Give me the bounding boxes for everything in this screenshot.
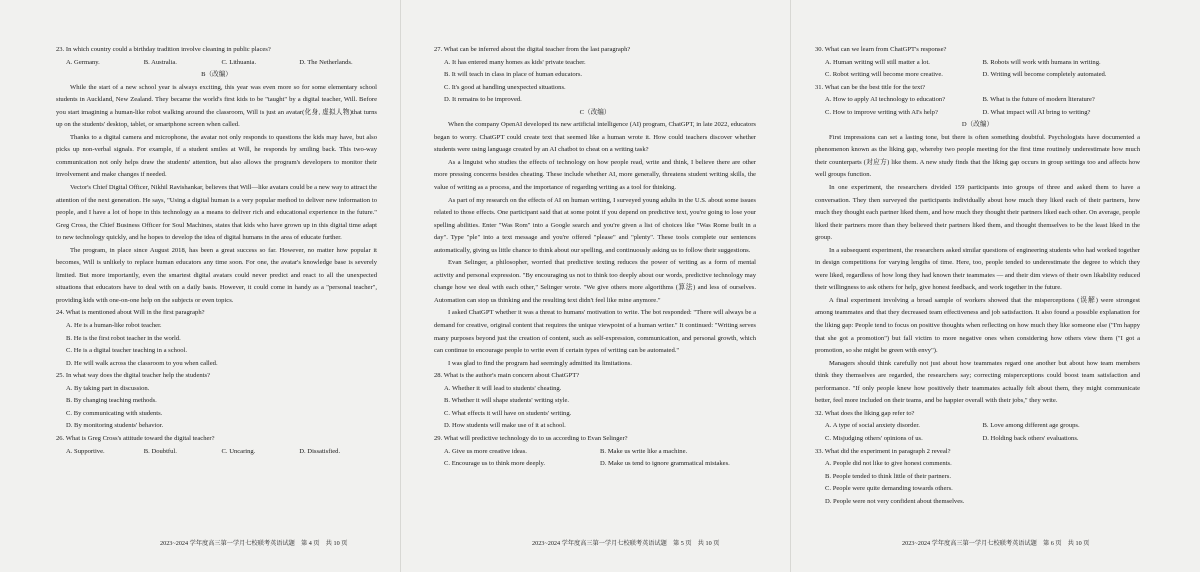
page-5-column: [434, 44, 756, 471]
option: C. Misjudging others' opinions of us.: [825, 434, 923, 442]
option: B. Australia.: [143, 58, 177, 66]
question-25: 25. In what way does the digital teacher help the students?: [56, 372, 210, 380]
passage-paragraph: Managers should think carefully not just about how teammates regard one another but about how team members think they themselves are regarded, the researchers say; correcting misperceptions could boost team satisfaction and performance. "If only people knew how positively their teammates actually felt about them, they might communicate better, feel more included on their teams, and be happier overall with their jobs," they write.: [815, 359, 1140, 405]
option: B. Love among different age groups.: [982, 422, 1080, 430]
option: C. What effects it will have on students' writing.: [444, 409, 572, 417]
question-26-options: [56, 446, 377, 459]
option: D. How students will make use of it at school.: [444, 422, 566, 430]
option: B. What is the future of modern literature?: [982, 96, 1095, 104]
option: B. People tended to think little of their partners.: [825, 472, 951, 480]
passage-paragraph: In one experiment, the researchers divided 159 participants into groups of three and asked them to have a conversation. They then surveyed the participants individually about how much they liked each of their partners, how much they thought each partner liked them, and how much they thought their partners liked each other. On average, people liked their partners more than they believed their partners liked them, and thought themselves to be the least liked in the group.: [815, 184, 1140, 242]
page-divider: [790, 0, 791, 572]
question-23-options: [56, 57, 377, 70]
option: C. Uncaring.: [221, 447, 256, 455]
option: C. It's good at handling unexpected situations.: [444, 83, 566, 91]
question-31-options: [815, 94, 1140, 107]
question-30-options: [815, 57, 1140, 70]
option: D. He will walk across the classroom to you when called.: [66, 359, 218, 367]
section-b-heading: B（改编）: [201, 71, 232, 79]
question-31: 31. What can be the best title for the text?: [815, 83, 926, 91]
option: A. He is a human-like robot teacher.: [66, 322, 162, 330]
option: C. Encourage us to think more deeply.: [444, 460, 546, 468]
page-footer: 2023~2024 学年度高三第一学月七校联考英语试题 第 6 页 共 10 页: [902, 540, 1090, 547]
option: A. People did not like to give honest comments.: [825, 460, 952, 468]
option: A. How to apply AI technology to education?: [825, 96, 946, 104]
question-31-options: [815, 107, 1140, 120]
option: D. What impact will AI bring to writing?: [982, 108, 1091, 116]
question-28: 28. What is the author's main concern about ChatGPT?: [434, 372, 580, 380]
option: A. By taking part in discussion.: [66, 384, 150, 392]
passage-paragraph: While the start of a new school year is always exciting, this year was even more so for some elementary school students in Auckland, New Zealand. They became the world's first kids to be "taught" by a digital teacher, Will. Before you start imagining a human-like robot walking around the classroom, Will is just an avatar(化身, 虚拟人物)that turns up on the students' desktop, tablet, or smartphone screen when called.: [56, 83, 377, 129]
option: A. Germany.: [66, 58, 100, 66]
option: B. He is the first robot teacher in the world.: [66, 334, 181, 342]
question-30-options: [815, 69, 1140, 82]
option: D. Make us tend to ignore grammatical mistakes.: [600, 460, 730, 468]
option: D. The Netherlands.: [299, 58, 353, 66]
option: A. Give us more creative ideas.: [444, 447, 527, 455]
option: D. By monitoring students' behavior.: [66, 422, 164, 430]
question-24: 24. What is mentioned about Will in the first paragraph?: [56, 309, 205, 317]
option: D. Holding back others' evaluations.: [982, 434, 1079, 442]
option: B. Doubtful.: [143, 447, 177, 455]
page-divider: [400, 0, 401, 572]
passage-paragraph: Evan Selinger, a philosopher, worried that predictive texting reduces the power of writing as a form of mental activity and personal expression. "By encouraging us not to think too deeply about our words, predictive technology may change how we deal with each other," Selinger wrote. "We give others more algorithms (算法) and less of ourselves. Automation can stop us thinking and the resulting text didn't feel like mine anymore.": [434, 259, 756, 304]
question-29-options: [434, 446, 756, 459]
page-footer: 2023~2024 学年度高三第一学月七校联考英语试题 第 5 页 共 10 页: [532, 540, 720, 547]
section-d-heading: D（改编）: [961, 121, 994, 129]
option: B. Robots will work with humans in writing.: [982, 58, 1101, 66]
option: C. People were quite demanding towards others.: [825, 485, 953, 493]
option: C. How to improve writing with AI's help?: [825, 108, 938, 116]
passage-paragraph: First impressions can set a lasting tone, but there is often something doubtful. Psychologists have documented a phenomenon known as the liking gap, whereby two people meeting for the first time routinely underestimate how much their counterparts (对应方) like them. A new study finds that the liking gap occurs in group settings too and affects how well groups function.: [815, 133, 1140, 179]
passage-paragraph: The program, in place since August 2018, has been a great success so far. However, no matter how popular it becomes, Will is unlikely to replace human educators any time soon. For one, the avatar's knowledge base is severely limited. But more importantly, even the smartest digital avatars could never predict and react to all the unexpected situations that educators have to deal with on a daily basis. However, it could come in handy as a "personal teacher", providing kids with one-on-one help on the subjects or even topics.: [56, 246, 377, 304]
page-4-column: [56, 44, 377, 458]
option: D. Dissatisfied.: [299, 447, 341, 455]
option: D. It remains to be improved.: [444, 96, 522, 104]
option: C. By communicating with students.: [66, 409, 163, 417]
option: C. He is a digital teacher teaching in a school.: [66, 347, 188, 355]
question-32-options: [815, 420, 1140, 433]
passage-paragraph: I asked ChatGPT whether it was a threat to humans' motivation to write. The bot responded: "There will always be a demand for creative, original content that requires the unique viewpoint of a human writer." It continued: "Writing serves many purposes beyond just the creation of content, such as self-expression, communication, and personal growth, which can continue to encourage people to write even if certain types of writing can be automated.": [434, 309, 756, 355]
option: B. By changing teaching methods.: [66, 397, 157, 405]
passage-paragraph: Vector's Chief Digital Officer, Nikhil Ravishankar, believes that Will—like avatars could be a new way to attract the attention of the next generation. He says, "Using a digital human is a very popular method to deliver new information to people, and I have a lot of hope in this technology as a means to deliver rich and educational experience in the future." Greg Cross, the Chief Business Officer for Soul Machines, states that kids who have grown up in this digital time adapt to new technology quickly, and he hopes to develop the idea of digital humans in the area of educate further.: [56, 184, 377, 242]
passage-paragraph: As a linguist who studies the effects of technology on how people read, write and think, I believe there are other more pressing concerns besides cheating. These include whether AI, more generally, threatens student writing skills, the value of writing as a process, and the importance of regarding writing as a tool for thinking.: [434, 158, 756, 192]
section-c-heading: C（改编）: [579, 108, 611, 116]
question-29-options: [434, 458, 756, 471]
option: D. People were not very confident about themselves.: [825, 497, 965, 505]
option: A. Human writing will still matter a lot.: [825, 58, 930, 66]
option: C. Robot writing will become more creative.: [825, 71, 943, 79]
option: A. Supportive.: [66, 447, 105, 455]
passage-paragraph: As part of my research on the effects of AI on human writing, I surveyed young adults in the U.S. about some issues related to those effects. One participant said that at some point if you depend on predictive text, you're going to lose your spelling abilities. Enter "Was Rom" into a Google search and you're given a list of choices like "Was Rome built in a day". Type "ple" into a text message and you're offered "please" and "plenty". These tools complete our sentences automatically, giving us little chance to think about our spelling, and continuously asking us to follow their suggestions.: [434, 196, 756, 254]
question-33: 33. What did the experiment in paragraph 2 reveal?: [815, 447, 951, 455]
passage-paragraph: In a subsequent experiment, the researchers asked similar questions of engineering students who had worked together in design competitions for varying lengths of time. Here, too, people tended to underestimate the degree to which they were liked, regardless of how long they had known their teammates — and their dim views of their own likability reduced their willingness to ask others for help, give honest feedback, and work together in the future.: [815, 246, 1140, 292]
question-32: 32. What does the liking gap refer to?: [815, 409, 915, 417]
passage-paragraph: A final experiment involving a broad sample of workers showed that the misperceptions (误解) were strongest among teammates and that they decreased team effectiveness and job satisfaction. It also found a possible explanation for the liking gap: People tend to focus on positive thoughts when reflecting on how much they like someone else ("I'm happy that she got a promotion") but fall victim to more negative ones when considering how others view them ("I got a promotion, so she might be green with envy").: [815, 296, 1140, 355]
passage-paragraph: Thanks to a digital camera and microphone, the avatar not only responds to questions the kids may have, but also picks up non-verbal signals. For example, if a student smiles at Will, he responds by smiling back. This two-way communication not only helps draw the students' attention, but also allows the program's developers to monitor their involvement and make changes if needed.: [56, 133, 377, 179]
option: D. Writing will become completely automated.: [982, 71, 1107, 79]
question-30: 30. What can we learn from ChatGPT's response?: [815, 46, 947, 53]
passage-paragraph: When the company OpenAI developed its new artificial intelligence (AI) program, ChatGPT, in late 2022, educators began to worry. ChatGPT could create text that seemed like a human wrote it. How could teachers discover whether students were using language created by an AI chatbot to cheat on a writing task?: [434, 121, 756, 154]
passage-paragraph: I was glad to find the program had seemingly admitted its limitations.: [448, 359, 632, 367]
option: B. Whether it will shape students' writing style.: [444, 397, 570, 405]
option: A. A type of social anxiety disorder.: [825, 422, 920, 430]
option: A. It has entered many homes as kids' private teacher.: [444, 58, 586, 66]
page-footer: 2023~2024 学年度高三第一学月七校联考英语试题 第 4 页 共 10 页: [160, 540, 348, 547]
option: A. Whether it will lead to students' cheating.: [444, 384, 562, 392]
question-27: 27. What can be inferred about the digital teacher from the last paragraph?: [434, 46, 631, 53]
option: B. It will teach in class in place of human educators.: [444, 71, 583, 79]
option: C. Lithuania.: [221, 58, 257, 66]
question-32-options: [815, 433, 1140, 446]
question-29: 29. What will predictive technology do to us according to Evan Selinger?: [434, 434, 628, 442]
option: B. Make us write like a machine.: [600, 447, 688, 455]
question-23: 23. In which country could a birthday tradition involve cleaning in public places?: [56, 46, 271, 53]
question-26: 26. What is Greg Cross's attitude toward the digital teacher?: [56, 434, 215, 442]
page-6-column: [815, 44, 1140, 508]
